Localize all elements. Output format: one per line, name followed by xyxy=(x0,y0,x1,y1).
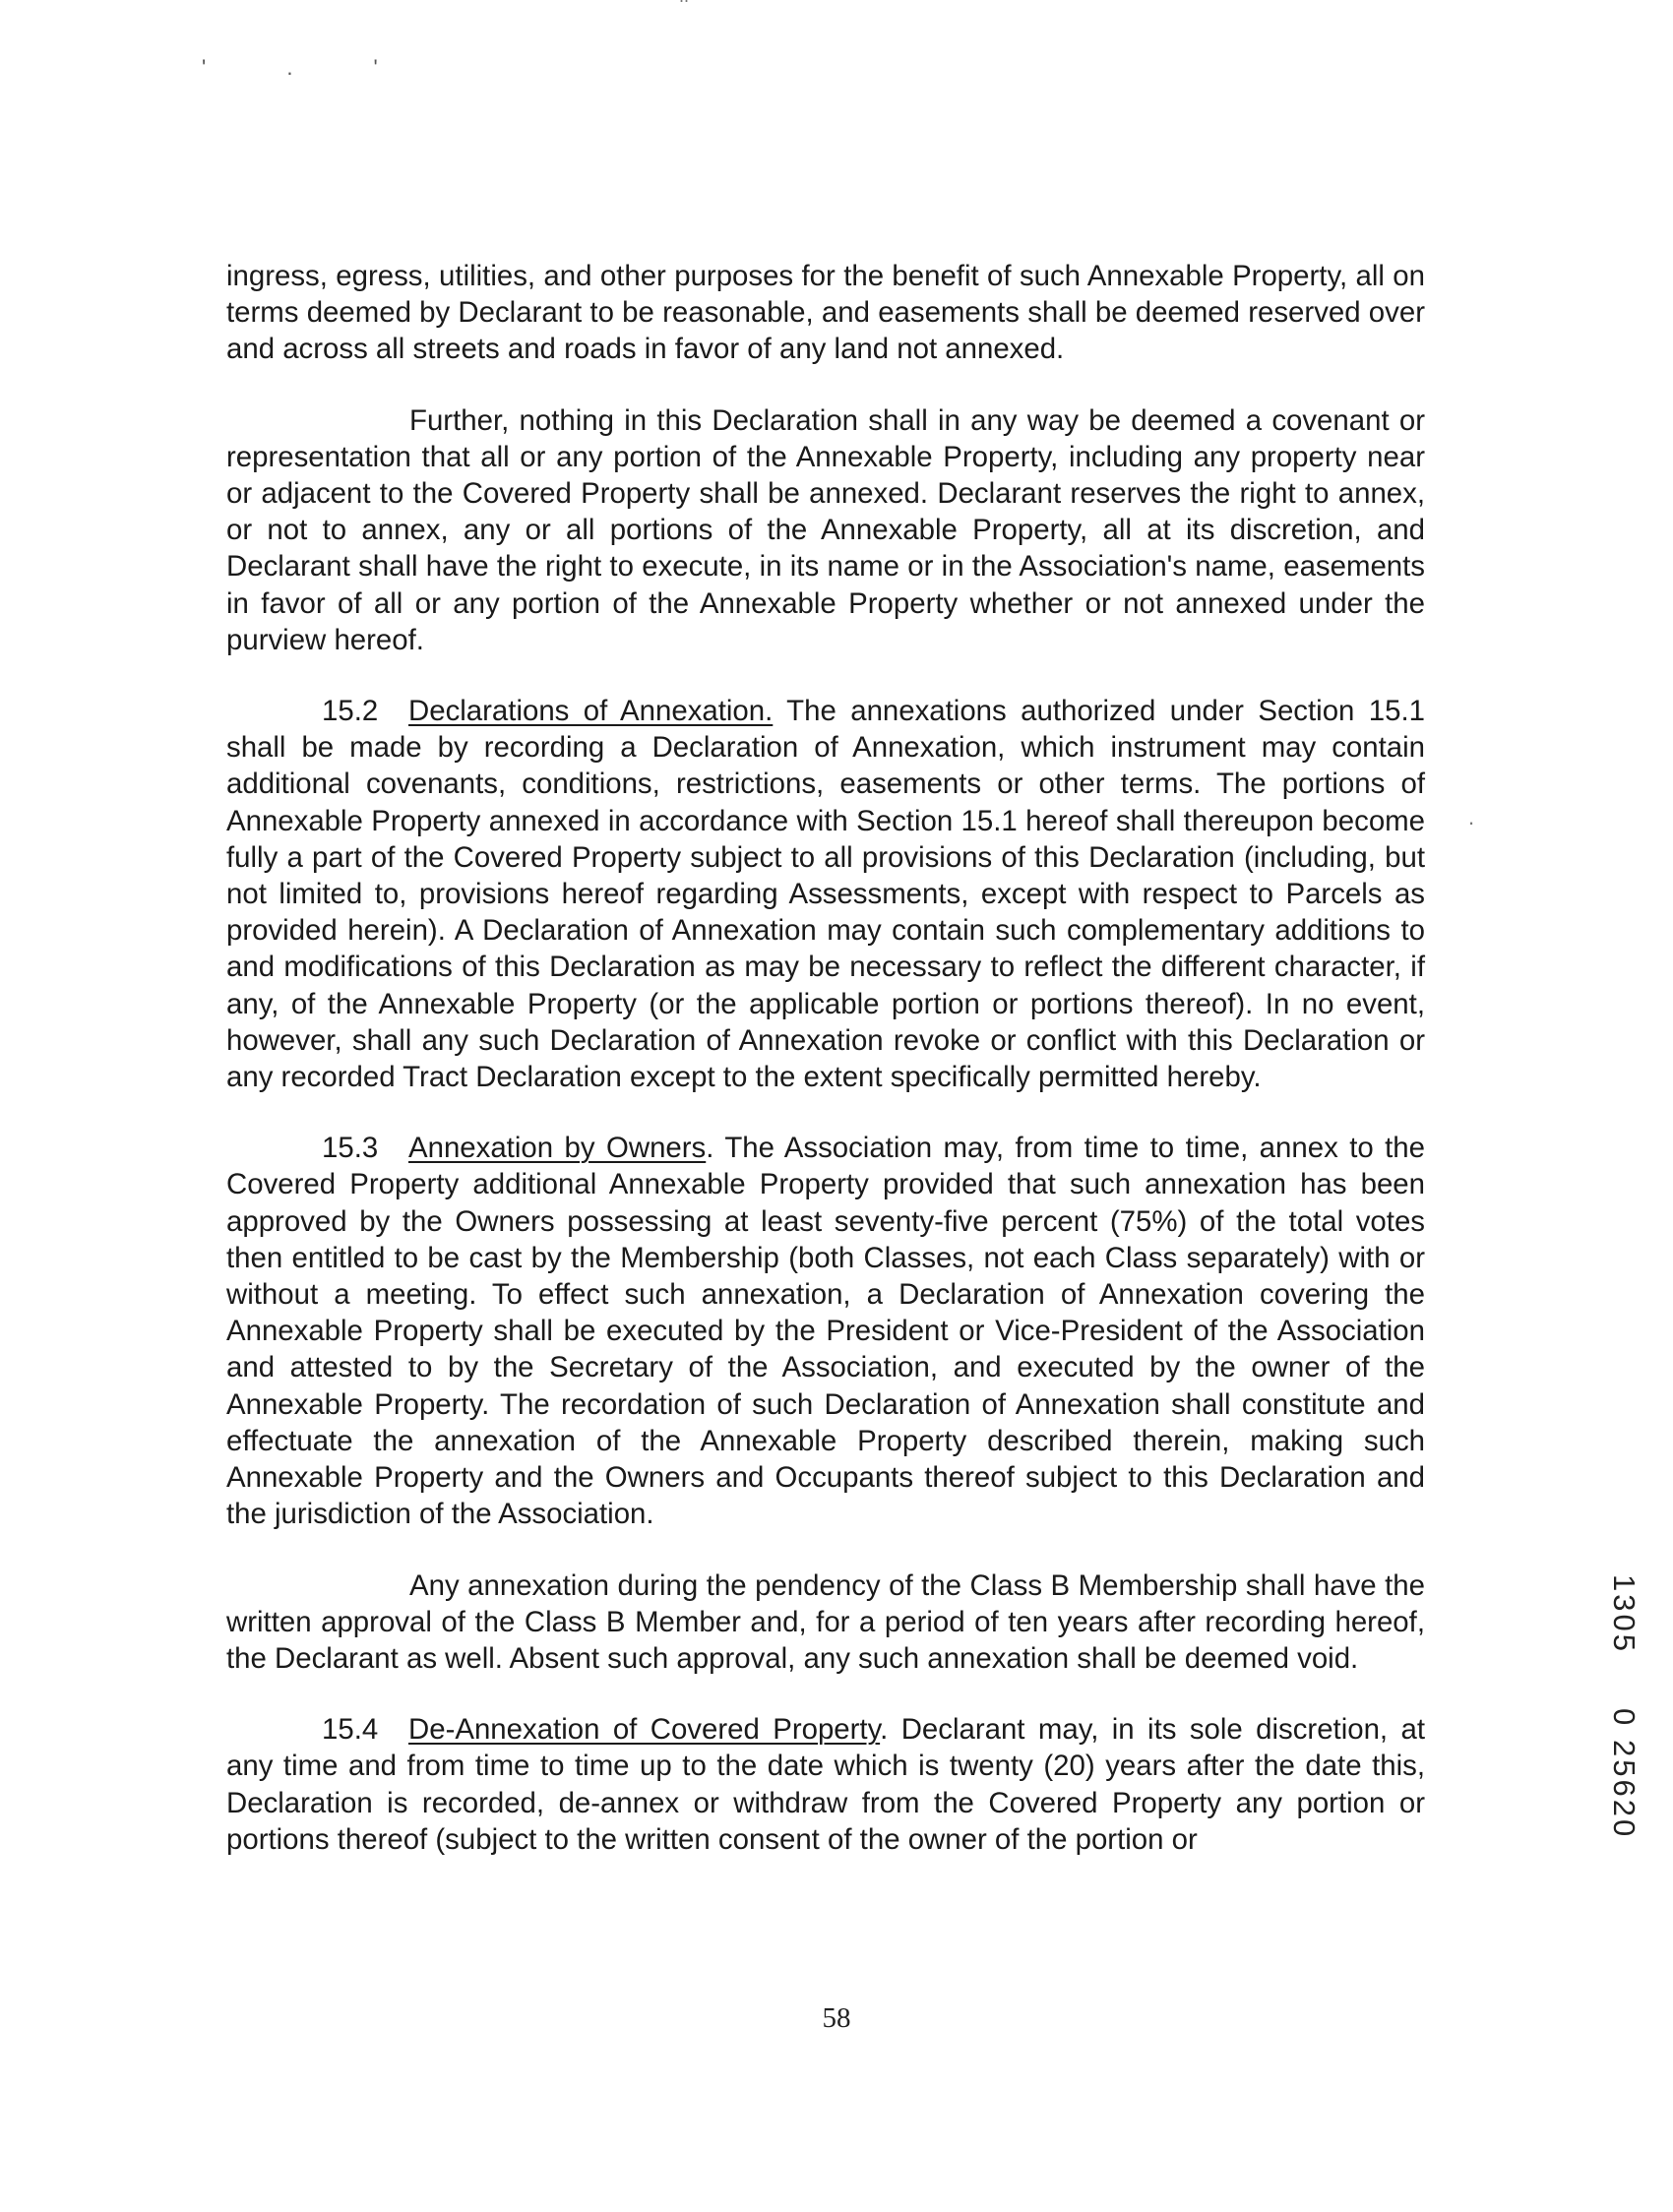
paragraph-text: Any annexation during the pendency of the Class B Membership shall have the written approval of the Class B Member and, for a period of ten years after recording hereof, the Declarant as well. Absent such approval, any such annexation shall be deemed void. xyxy=(226,1568,1425,1675)
paragraph-text: ingress, egress, utilities, and other purposes for the benefit of such Annexable Property, all on terms deemed by Declarant to be reasonable, and easements shall be deemed reserved over and across all streets and roads in favor of any land not annexed. xyxy=(226,260,1425,366)
paragraph-text: Further, nothing in this Declaration shall in any way be deemed a covenant or representation that all or any portion of the Annexable Property, including any property near or adjacent to the Covered Property shall be annexed. Declarant reserves the right to annex, or not to annex, any or all portions of the Annexable Property, all at its discretion, and Declarant shall have the right to execute, in its name or in the Association's name, easements in favor of all or any portion of the Annexable Property whether or not annexed under the purview hereof. xyxy=(226,403,1425,656)
section-number: 15.3 xyxy=(322,1132,379,1165)
stamp-part-3: 25620 xyxy=(1607,1740,1642,1840)
section-number: 15.4 xyxy=(322,1713,379,1747)
stamp-part-1: 1305 xyxy=(1607,1574,1642,1654)
section-text: . The Association may, from time to time, annex to the Covered Property additional Annexable Property provided that such annexation has been approved by the Owners possessing at least seventy-five percent (75%) of the total votes then entitled to be cast by the Membership (both Classes, not each Class separately) with or without a meeting. To effect such annexation, a Declaration of Annexation covering the Annexable Property shall be executed by the President or Vice-President of the Association and attested to by the Secretary of the Association, and executed by the owner of the Annexable Property. The recordation of such Declaration of Annexation shall constitute and effectuate the annexation of the Annexable Property described therein, making such Annexable Property and the Owners and Occupants thereof subject to this Declaration and the jurisdiction of the Association. xyxy=(226,1132,1426,1531)
section-text: . Declarant may, in its sole discretion, at any time and from time to time up to the date which is twenty (20) years after the date this, Declaration is recorded, de-annex or withdraw from the Covered Property any portion or portions thereof (subject to the written consent of the owner of the portion or xyxy=(226,1713,1426,1856)
scan-artifact-side: . xyxy=(1468,805,1475,830)
paragraph-further xyxy=(226,402,1425,658)
stamp-part-2: 0 xyxy=(1607,1708,1642,1729)
section-heading: De-Annexation of Covered Property xyxy=(408,1713,881,1747)
scan-artifact-marks: ' . ' xyxy=(202,55,415,80)
document-body xyxy=(226,258,1425,1892)
section-15-3 xyxy=(226,1130,1425,1532)
section-text: The annexations authorized under Section 15.1 shall be made by recording a Declaration of Annexation, which instrument may contain additional covenants, conditions, restrictions, easements or other terms. The portions of Annexable Property annexed in accordance with Section 15.1 hereof shall thereupon become fully a part of the Covered Property subject to all provisions of this Declaration (including, but not limited to, provisions hereof regarding Assessments, except with respect to Parcels as provided herein). A Declaration of Annexation may contain such complementary additions to and modifications of this Declaration as may be necessary to reflect the different character, if any, of the Annexable Property (or the applicable portion or portions thereof). In no event, however, shall any such Declaration of Annexation revoke or conflict with this Declaration or any recorded Tract Declaration except to the extent specifically permitted hereby. xyxy=(226,695,1425,1094)
document-stamp-number xyxy=(1606,1574,1642,1839)
section-15-4 xyxy=(226,1711,1425,1858)
paragraph-class-b xyxy=(226,1567,1425,1678)
section-15-2 xyxy=(226,693,1425,1095)
paragraph-continuation xyxy=(226,258,1425,368)
section-heading: Declarations of Annexation. xyxy=(408,695,774,728)
page-number: 58 xyxy=(822,2002,851,2034)
section-heading: Annexation by Owners xyxy=(408,1132,707,1165)
section-number: 15.2 xyxy=(322,695,379,728)
scan-artifact-top xyxy=(679,0,689,7)
